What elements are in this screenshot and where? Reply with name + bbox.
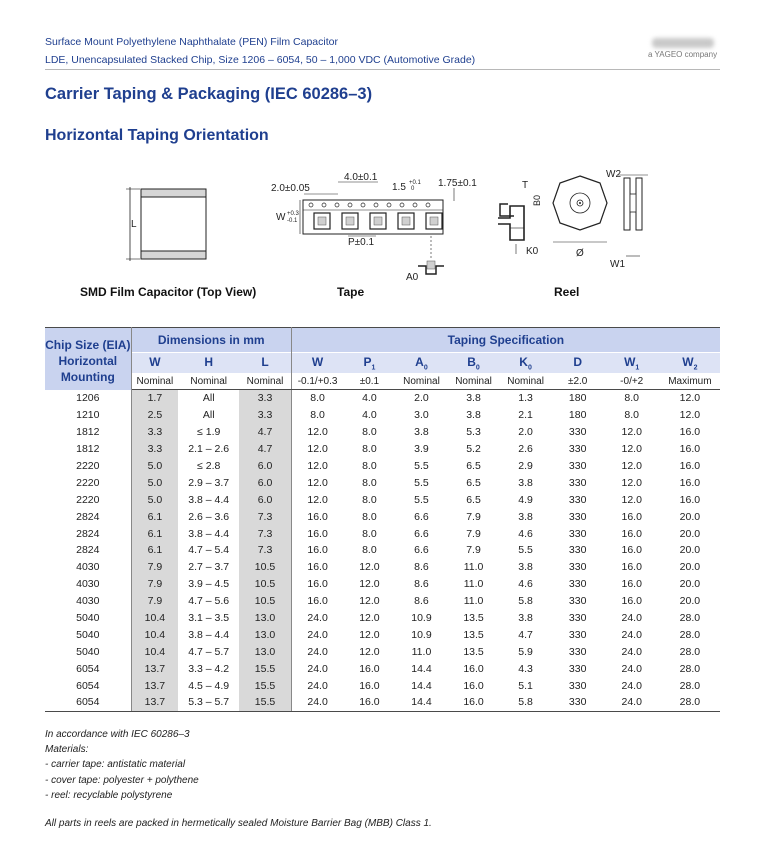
table-cell: 5.5 — [414, 460, 429, 472]
table-cell: 12.0 — [679, 409, 701, 422]
table-cell: 330 — [568, 612, 587, 625]
table-cell: 330 — [568, 561, 587, 574]
svg-text:2.0±0.05: 2.0±0.05 — [271, 183, 310, 194]
cell-chip-size: 4030 — [45, 559, 131, 576]
table-cell: 2.7 – 3.7 — [188, 561, 230, 574]
table-cell: 13.5 — [463, 645, 484, 658]
company-logo: a YAGEO company — [648, 38, 720, 60]
table-cell: 4.7 – 5.6 — [188, 595, 230, 608]
table-cell: 28.0 — [679, 612, 701, 625]
table-cell: 12.0 — [359, 645, 380, 658]
table-cell: 16.0 — [621, 510, 642, 523]
table-cell: 16.0 — [307, 561, 328, 574]
table-cell: 180 — [568, 392, 587, 405]
table-cell: 16.0 — [307, 544, 328, 557]
table-cell: 16.0 — [621, 595, 642, 608]
table-cell: 330 — [568, 426, 587, 439]
table-cell: 24.0 — [307, 679, 328, 692]
table-cell: 330 — [568, 443, 587, 456]
header-dimensions-group: Dimensions in mm — [131, 328, 291, 353]
header-chip-size: Chip Size (EIA) Horizontal Mounting — [45, 328, 131, 390]
table-cell: 7.9 — [131, 559, 178, 576]
table-cell: 5.9 — [518, 645, 533, 658]
table-cell: 1.7 — [131, 390, 178, 407]
table-cell: 13.0 — [239, 610, 291, 627]
table-cell: 13.5 — [463, 628, 484, 641]
table-cell: 2.0 — [518, 426, 533, 439]
cell-chip-size: 1210 — [45, 407, 131, 424]
table-cell: 13.5 — [463, 612, 484, 625]
table-row — [45, 643, 720, 660]
table-cell: 3.9 — [414, 443, 429, 456]
table-row — [45, 407, 720, 424]
tape-caption: Tape — [337, 285, 365, 299]
svg-text:1.75±0.1: 1.75±0.1 — [438, 178, 477, 189]
svg-text:+0.1: +0.1 — [409, 180, 421, 186]
table-cell: 12.0 — [621, 426, 642, 439]
table-cell: 11.0 — [463, 561, 484, 574]
table-cell: 28.0 — [679, 628, 701, 641]
table-row — [45, 610, 720, 627]
table-cell: 12.0 — [359, 561, 380, 574]
table-cell: 16.0 — [679, 426, 701, 439]
table-cell: 4.6 — [518, 578, 533, 591]
table-cell: 4.0 — [362, 409, 377, 422]
table-cell: 16.0 — [307, 510, 328, 523]
table-cell: 8.0 — [362, 510, 377, 523]
table-cell: 16.0 — [621, 527, 642, 540]
table-cell: 15.5 — [239, 677, 291, 694]
table-cell: 8.6 — [414, 595, 429, 608]
cell-chip-size: 1206 — [45, 390, 131, 407]
table-cell: 16.0 — [463, 679, 484, 692]
pocket-cross-section — [496, 178, 551, 258]
table-notes — [45, 727, 199, 803]
table-cell: 16.0 — [359, 679, 380, 692]
table-cell: 3.8 — [466, 409, 481, 422]
table-cell: 24.0 — [621, 679, 642, 692]
table-cell: All — [202, 409, 215, 422]
table-cell: 24.0 — [307, 645, 328, 658]
cell-chip-size: 6054 — [45, 660, 131, 677]
table-cell: 20.0 — [679, 527, 701, 540]
table-cell: 16.0 — [679, 460, 701, 472]
table-cell: 12.0 — [307, 426, 328, 439]
table-cell: 12.0 — [307, 443, 328, 456]
chip-label-l: L — [131, 219, 137, 230]
table-cell: 16.0 — [621, 544, 642, 557]
table-cell: 28.0 — [679, 662, 701, 675]
table-cell: 330 — [568, 595, 587, 608]
table-cell: 2.6 — [518, 443, 533, 456]
table-row — [45, 626, 720, 643]
table-cell: 2.6 – 3.6 — [188, 510, 230, 523]
table-row — [45, 491, 720, 508]
table-cell: 10.9 — [411, 628, 432, 641]
table-cell: 28.0 — [679, 645, 701, 658]
chip-top-view-figure — [120, 183, 215, 263]
table-cell: 1.3 — [518, 392, 533, 405]
note-line: Materials: — [45, 744, 89, 756]
table-cell: 16.0 — [679, 476, 701, 489]
table-cell: 6.6 — [414, 527, 429, 540]
table-cell: 20.0 — [679, 561, 701, 574]
table-cell: 24.0 — [291, 694, 343, 711]
header-divider — [45, 69, 720, 70]
cell-chip-size: 2824 — [45, 508, 131, 525]
table-cell: 4.6 — [518, 527, 533, 540]
table-cell: 24.0 — [307, 662, 328, 675]
table-cell: 8.0 — [310, 409, 325, 422]
table-row — [45, 458, 720, 475]
table-cell: 3.8 — [518, 510, 533, 523]
table-cell: 2.1 – 2.6 — [188, 443, 230, 456]
table-cell: 3.8 – 4.4 — [188, 527, 230, 540]
table-cell: 12.0 — [359, 612, 380, 625]
table-cell: 4.5 – 4.9 — [188, 679, 230, 692]
page-title: Carrier Taping & Packaging (IEC 60286–3) — [45, 85, 373, 103]
table-cell: 330 — [568, 493, 587, 506]
table-cell: 8.0 — [362, 493, 377, 506]
svg-text:T: T — [522, 180, 529, 191]
table-row — [45, 441, 720, 458]
table-cell: 20.0 — [679, 578, 701, 591]
table-cell: 6.5 — [466, 460, 481, 472]
table-cell: 5.5 — [414, 476, 429, 489]
svg-text:W: W — [276, 212, 286, 223]
table-cell: 13.7 — [131, 660, 178, 677]
table-cell: 13.7 — [131, 677, 178, 694]
table-cell: 12.0 — [679, 392, 701, 405]
table-cell: 330 — [568, 460, 587, 472]
table-cell: 330 — [568, 544, 587, 557]
table-cell: 28.0 — [679, 679, 701, 692]
table-cell: 12.0 — [307, 476, 328, 489]
svg-text:1.5: 1.5 — [392, 182, 406, 193]
cell-chip-size: 2220 — [45, 474, 131, 491]
table-cell: 28.0 — [660, 694, 720, 711]
table-cell: 14.4 — [395, 694, 447, 711]
table-cell: 10.9 — [411, 612, 432, 625]
table-cell: 4.7 – 5.7 — [188, 645, 230, 658]
table-cell: 7.3 — [239, 542, 291, 559]
table-cell: 11.0 — [463, 595, 484, 608]
note-line: - reel: recyclable polystyrene — [45, 789, 173, 801]
table-cell: 7.9 — [131, 593, 178, 610]
table-cell: 6.1 — [131, 542, 178, 559]
table-cell: 8.0 — [362, 544, 377, 557]
table-cell: 2.9 – 3.7 — [188, 476, 230, 489]
table-row — [45, 508, 720, 525]
table-cell: 5.3 — [466, 426, 481, 439]
svg-text:0: 0 — [411, 186, 415, 192]
table-cell: 6.6 — [414, 510, 429, 523]
table-cell: 3.3 — [131, 424, 178, 441]
table-cell: 20.0 — [679, 544, 701, 557]
table-cell: 24.0 — [307, 628, 328, 641]
table-cell: 24.0 — [621, 645, 642, 658]
header-taping-group: Taping Specification — [291, 328, 720, 353]
table-row — [45, 525, 720, 542]
table-cell: 8.0 — [362, 443, 377, 456]
table-cell: 13.7 — [131, 694, 178, 711]
table-cell: 24.0 — [604, 694, 660, 711]
table-cell: 330 — [568, 679, 587, 692]
table-cell: 3.3 — [239, 390, 291, 407]
table-cell: 4.7 — [239, 441, 291, 458]
table-cell: 10.5 — [239, 559, 291, 576]
table-cell: 330 — [568, 628, 587, 641]
table-cell: 15.5 — [239, 694, 291, 711]
reel-diagram — [548, 166, 660, 274]
table-row — [45, 593, 720, 610]
table-cell: 16.0 — [448, 694, 500, 711]
table-cell: 6.5 — [466, 493, 481, 506]
table-cell: 16.0 — [621, 578, 642, 591]
table-cell: 16.0 — [621, 561, 642, 574]
table-cell: 2.5 — [131, 407, 178, 424]
table-cell: 11.0 — [411, 645, 432, 658]
table-cell: 13.0 — [239, 643, 291, 660]
cell-chip-size: 6054 — [45, 677, 131, 694]
table-cell: 8.6 — [414, 561, 429, 574]
table-cell: 8.0 — [624, 392, 640, 405]
table-row — [45, 677, 720, 694]
table-cell: 12.0 — [307, 460, 328, 472]
table-cell: 16.0 — [307, 527, 328, 540]
note-line: - cover tape: polyester + polythene — [45, 774, 199, 786]
unit-header-row: Nominal Nominal Nominal -0.1/+0.3 ±0.1 Nominal Nominal Nominal ±2.0 -0/+2 Maximum — [45, 373, 720, 390]
table-cell: 3.8 – 4.4 — [188, 628, 230, 641]
svg-text:A0: A0 — [406, 272, 419, 283]
table-cell: 6.0 — [239, 458, 291, 475]
table-cell: 8.0 — [362, 476, 377, 489]
table-cell: 4.7 – 5.4 — [188, 544, 230, 557]
chip-caption: SMD Film Capacitor (Top View) — [80, 285, 257, 299]
table-cell: 7.9 — [466, 510, 481, 523]
cell-chip-size: 5040 — [45, 610, 131, 627]
cell-chip-size: 4030 — [45, 593, 131, 610]
table-cell: 2.0 — [414, 392, 429, 405]
table-cell: 8.0 — [362, 527, 377, 540]
table-cell: 16.0 — [359, 662, 380, 675]
cell-chip-size: 2220 — [45, 491, 131, 508]
table-cell: 10.4 — [131, 643, 178, 660]
table-cell: 4.7 — [239, 424, 291, 441]
table-cell: 6.1 — [131, 525, 178, 542]
cell-chip-size: 2220 — [45, 458, 131, 475]
svg-text:Ø: Ø — [576, 248, 584, 259]
table-cell: 330 — [568, 510, 587, 523]
svg-text:P±0.1: P±0.1 — [348, 237, 375, 248]
table-cell: 24.0 — [621, 628, 642, 641]
table-cell: 5.5 — [518, 544, 533, 557]
table-row — [45, 424, 720, 441]
table-cell: 5.0 — [131, 474, 178, 491]
table-cell: 11.0 — [463, 578, 484, 591]
table-cell: 3.8 — [414, 426, 429, 439]
table-cell: 8.6 — [414, 578, 429, 591]
svg-text:W1: W1 — [610, 259, 625, 270]
table-cell: 20.0 — [679, 510, 701, 523]
svg-text:W2: W2 — [606, 169, 621, 180]
table-cell: 24.0 — [621, 612, 642, 625]
table-cell: 16.0 — [307, 595, 328, 608]
svg-text:4.0±0.1: 4.0±0.1 — [344, 172, 378, 183]
table-cell: 8.0 — [362, 426, 377, 439]
table-cell: 3.8 — [518, 561, 533, 574]
table-cell: 15.5 — [239, 660, 291, 677]
table-cell: 8.0 — [362, 460, 377, 472]
table-cell: All — [202, 392, 215, 405]
table-cell: 16.0 — [307, 578, 328, 591]
svg-text:+0.3: +0.3 — [287, 211, 299, 217]
table-cell: 330 — [568, 645, 587, 658]
table-cell: 10.5 — [239, 576, 291, 593]
table-cell: 3.3 – 4.2 — [188, 662, 230, 675]
table-cell: 7.3 — [239, 508, 291, 525]
table-row — [45, 474, 720, 491]
table-cell: 4.3 — [518, 662, 533, 675]
table-cell: 3.1 – 3.5 — [188, 612, 230, 625]
table-cell: 12.0 — [307, 493, 328, 506]
table-cell: 5.5 — [414, 493, 429, 506]
table-cell: 12.0 — [621, 460, 642, 472]
table-cell: 24.0 — [621, 662, 642, 675]
table-cell: 16.0 — [463, 662, 484, 675]
table-cell: 6.0 — [239, 474, 291, 491]
table-cell: 13.0 — [239, 626, 291, 643]
table-cell: 6.5 — [466, 476, 481, 489]
table-cell: 330 — [568, 662, 587, 675]
cell-chip-size: 6054 — [45, 694, 131, 711]
table-cell: 330 — [568, 527, 587, 540]
table-cell: 12.0 — [359, 595, 380, 608]
table-row — [45, 660, 720, 677]
section-subtitle: Horizontal Taping Orientation — [45, 127, 269, 144]
table-cell: 6.1 — [131, 508, 178, 525]
table-cell: 10.4 — [131, 626, 178, 643]
table-cell: 5.2 — [466, 443, 481, 456]
table-cell: 16.0 — [679, 443, 701, 456]
table-cell: ≤ 2.8 — [197, 460, 221, 472]
table-cell: 10.5 — [239, 593, 291, 610]
table-cell: 2.1 — [518, 409, 533, 422]
table-cell: 14.4 — [411, 679, 432, 692]
table-row — [45, 390, 720, 407]
table-cell: 4.9 — [518, 493, 533, 506]
table-cell: 7.3 — [239, 525, 291, 542]
table-cell: 24.0 — [307, 612, 328, 625]
table-cell: 3.8 — [466, 392, 481, 405]
table-cell: ≤ 1.9 — [197, 426, 221, 439]
table-cell: 7.9 — [131, 576, 178, 593]
cell-chip-size: 5040 — [45, 626, 131, 643]
table-cell: 12.0 — [621, 443, 642, 456]
column-header-row: W H L W $P_1$ $A_0$ $B_0$ $K_0$ D $W_1$ $W_2$ — [45, 353, 720, 374]
cell-chip-size: 4030 — [45, 576, 131, 593]
table-cell: 3.0 — [414, 409, 429, 422]
taping-specification-table — [45, 327, 720, 712]
table-cell: 330 — [568, 476, 587, 489]
table-cell: 2.9 — [518, 460, 533, 472]
table-cell: 5.8 — [518, 595, 533, 608]
packaging-note: All parts in reels are packed in hermetically sealed Moisture Barrier Bag (MBB) Class 1. — [45, 818, 432, 829]
table-body — [45, 390, 720, 712]
table-cell: 12.0 — [621, 493, 642, 506]
cell-chip-size: 5040 — [45, 643, 131, 660]
tape-diagram — [268, 168, 518, 288]
table-cell: 8.0 — [624, 409, 640, 422]
table-cell: 3.3 — [239, 407, 291, 424]
table-cell: 10.4 — [131, 610, 178, 627]
table-cell: 5.8 — [500, 694, 552, 711]
table-cell: 330 — [552, 694, 604, 711]
table-cell: 180 — [568, 409, 587, 422]
table-cell: 12.0 — [621, 476, 642, 489]
svg-text:-0.1: -0.1 — [287, 218, 298, 224]
table-cell: 12.0 — [359, 628, 380, 641]
table-cell: 5.0 — [131, 491, 178, 508]
cell-chip-size: 2824 — [45, 525, 131, 542]
table-cell: 3.8 — [518, 476, 533, 489]
header-product-detail: LDE, Unencapsulated Stacked Chip, Size 1206 – 6054, 50 – 1,000 VDC (Automotive Grade) — [45, 54, 476, 66]
table-cell: 8.0 — [310, 392, 325, 405]
table-cell: 6.6 — [414, 544, 429, 557]
table-cell: 5.0 — [131, 458, 178, 475]
table-cell: 20.0 — [679, 595, 701, 608]
table-row — [45, 559, 720, 576]
table-cell: 3.9 – 4.5 — [188, 578, 230, 591]
cell-chip-size: 2824 — [45, 542, 131, 559]
table-cell: 6.0 — [239, 491, 291, 508]
table-cell: 16.0 — [679, 493, 701, 506]
table-cell: 16.0 — [343, 694, 395, 711]
cell-chip-size: 1812 — [45, 424, 131, 441]
cell-chip-size: 1812 — [45, 441, 131, 458]
table-cell: 7.9 — [466, 527, 481, 540]
table-cell: 5.1 — [518, 679, 533, 692]
table-cell: 7.9 — [466, 544, 481, 557]
header-product-line: Surface Mount Polyethylene Naphthalate (PEN) Film Capacitor — [45, 36, 338, 48]
table-cell: 4.0 — [362, 392, 377, 405]
table-cell: 3.8 – 4.4 — [188, 493, 230, 506]
table-row — [45, 694, 720, 711]
table-row — [45, 542, 720, 559]
table-cell: 3.3 — [131, 441, 178, 458]
svg-text:K0: K0 — [526, 246, 539, 257]
note-line: - carrier tape: antistatic material — [45, 759, 186, 771]
table-cell: 330 — [568, 578, 587, 591]
table-cell: 5.3 – 5.7 — [178, 694, 239, 711]
table-cell: 4.7 — [518, 628, 533, 641]
table-row — [45, 576, 720, 593]
table-cell: 12.0 — [359, 578, 380, 591]
table-cell: 14.4 — [411, 662, 432, 675]
svg-text:B0: B0 — [532, 194, 542, 206]
table-cell: 3.8 — [518, 612, 533, 625]
note-line: In accordance with IEC 60286–3 — [45, 729, 190, 740]
reel-caption: Reel — [554, 285, 580, 299]
